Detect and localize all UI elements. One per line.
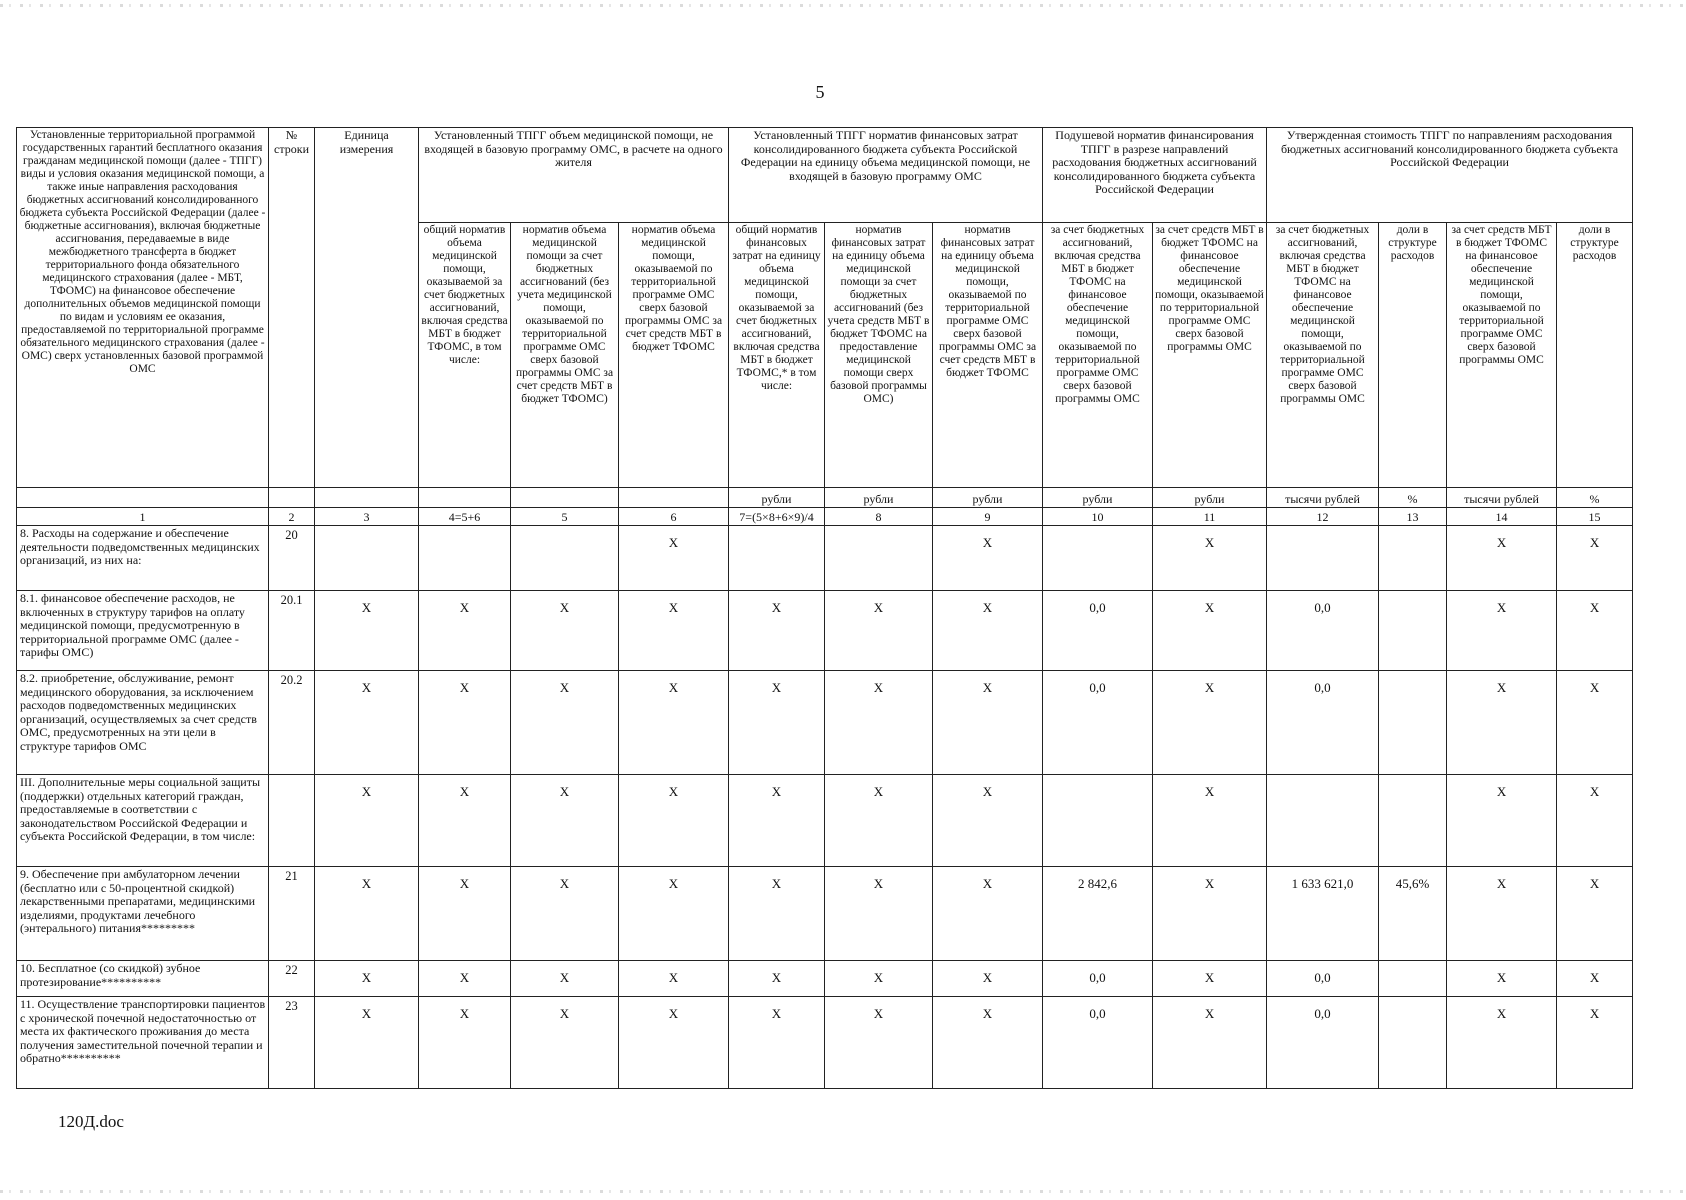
table-row [17, 526, 1633, 591]
value-cell [315, 526, 419, 591]
table-row [17, 867, 1633, 961]
value-cell [1379, 671, 1447, 775]
column-number: 8 [825, 508, 933, 526]
column-number: 14 [1447, 508, 1557, 526]
value-cell: X [511, 867, 619, 961]
row-label: III. Дополнительные меры социальной защиты (поддержки) отдельных категорий граждан, предоставляемые в соответствии с законодательством Российской Федерации и субъекта Российской Федерации, в том числе: [17, 775, 269, 867]
value-cell: X [619, 526, 729, 591]
row-label: 10. Бесплатное (со скидкой) зубное протезирование********** [17, 961, 269, 997]
value-cell: X [419, 775, 511, 867]
value-cell: X [315, 671, 419, 775]
value-cell [1267, 526, 1379, 591]
value-cell: X [1447, 867, 1557, 961]
sub-header: общий норматив объема медицинской помощи, оказываемой за счет бюджетных ассигнований, включая средства МБТ в бюджет ТФОМС, в том числе: [419, 223, 511, 488]
value-cell: X [1447, 961, 1557, 997]
sub-header: норматив финансовых затрат на единицу объема медицинской помощи за счет бюджетных ассигнований (без учета средств МБТ в бюджет ТФОМС на предоставление медицинской помощи сверх базовой программы ОМС) [825, 223, 933, 488]
value-cell: X [729, 997, 825, 1089]
column-number: 11 [1153, 508, 1267, 526]
value-cell: X [1153, 867, 1267, 961]
scan-artifact-bottom [0, 1190, 1686, 1193]
unit-cell: рубли [825, 488, 933, 508]
table-row [17, 591, 1633, 671]
value-cell [419, 526, 511, 591]
value-cell: X [933, 867, 1043, 961]
value-cell: X [825, 961, 933, 997]
column-number: 4=5+6 [419, 508, 511, 526]
value-cell: 0,0 [1267, 591, 1379, 671]
value-cell: 45,6% [1379, 867, 1447, 961]
value-cell: X [315, 961, 419, 997]
value-cell: X [1153, 526, 1267, 591]
value-cell [1043, 775, 1153, 867]
column-number: 6 [619, 508, 729, 526]
value-cell: X [511, 591, 619, 671]
value-cell: X [315, 997, 419, 1089]
value-cell: X [619, 775, 729, 867]
value-cell: X [825, 867, 933, 961]
sub-header: за счет средств МБТ в бюджет ТФОМС на финансовое обеспечение медицинской помощи, оказываемой по территориальной программе ОМС сверх базовой программы ОМС [1153, 223, 1267, 488]
value-cell: X [1557, 997, 1633, 1089]
value-cell: X [511, 997, 619, 1089]
value-cell [1379, 526, 1447, 591]
value-cell: X [1447, 997, 1557, 1089]
row-number: 22 [269, 961, 315, 997]
value-cell: 0,0 [1043, 591, 1153, 671]
value-cell: 0,0 [1043, 671, 1153, 775]
sub-header: норматив объема медицинской помощи за счет бюджетных ассигнований (без учета медицинской помощи, оказываемой по территориальной программе ОМС сверх базовой программы ОМС за счет средств МБТ в бюджет ТФОМС) [511, 223, 619, 488]
row-label: 9. Обеспечение при амбулаторном лечении (бесплатно или с 50-процентной скидкой) лекарственными препаратами, медицинскими изделиями, продуктами лечебного (энтерального) питания********* [17, 867, 269, 961]
column-number: 7=(5×8+6×9)/4 [729, 508, 825, 526]
value-cell: X [619, 671, 729, 775]
value-cell: X [619, 867, 729, 961]
column-number: 12 [1267, 508, 1379, 526]
value-cell: X [419, 591, 511, 671]
sub-header: норматив объема медицинской помощи, оказываемой по территориальной программе ОМС сверх базовой программы ОМС за счет средств МБТ в бюджет ТФОМС [619, 223, 729, 488]
column-number: 10 [1043, 508, 1153, 526]
unit-cell [315, 488, 419, 508]
value-cell: X [729, 591, 825, 671]
value-cell: 0,0 [1043, 961, 1153, 997]
row-number: 21 [269, 867, 315, 961]
value-cell: X [1153, 671, 1267, 775]
row-label: 8. Расходы на содержание и обеспечение деятельности подведомственных медицинских организаций, из них на: [17, 526, 269, 591]
sub-header: за счет средств МБТ в бюджет ТФОМС на финансовое обеспечение медицинской помощи, оказываемой по территориальной программе ОМС сверх базовой программы ОМС [1447, 223, 1557, 488]
value-cell: X [825, 591, 933, 671]
unit-cell [17, 488, 269, 508]
document-filename: 120Д.doc [58, 1112, 124, 1131]
column-number: 15 [1557, 508, 1633, 526]
table-row [17, 775, 1633, 867]
value-cell: 0,0 [1267, 671, 1379, 775]
value-cell [1379, 997, 1447, 1089]
table-row [17, 997, 1633, 1089]
value-cell: X [1557, 591, 1633, 671]
sub-header: за счет бюджетных ассигнований, включая средства МБТ в бюджет ТФОМС на финансовое обеспечение медицинской помощи, оказываемой по территориальной программе ОМС сверх базовой программы ОМС [1043, 223, 1153, 488]
row-number [269, 775, 315, 867]
value-cell: X [933, 526, 1043, 591]
value-cell: X [315, 867, 419, 961]
col1-header: Установленные территориальной программой государственных гарантий бесплатного оказания гражданам медицинской помощи (далее - ТПГГ) виды и условия оказания медицинской помощи, а также иные направления расходования бюджетных ассигнований консолидированного бюджета субъекта Российской Федерации (далее - бюджетные ассигнования), включая бюджетные ассигнования, передаваемые в виде межбюджетного трансферта в бюджет территориального фонда обязательного медицинского страхования (далее - МБТ, ТФОМС) на финансовое обеспечение дополнительных объемов медицинской помощи по видам и условиям ее оказания, предоставляемой по территориальной программе обязательного медицинского страхования (далее - ОМС) сверх установленных базовой программой ОМС [17, 128, 269, 488]
value-cell: X [825, 671, 933, 775]
value-cell: 1 633 621,0 [1267, 867, 1379, 961]
value-cell: X [1447, 526, 1557, 591]
value-cell: 0,0 [1267, 961, 1379, 997]
value-cell: X [729, 961, 825, 997]
budget-table [16, 127, 1633, 1089]
value-cell: X [1557, 526, 1633, 591]
unit-cell [511, 488, 619, 508]
unit-cell: тысячи рублей [1447, 488, 1557, 508]
value-cell: X [1153, 997, 1267, 1089]
value-cell: X [315, 591, 419, 671]
unit-cell: рубли [1153, 488, 1267, 508]
row-label: 8.2. приобретение, обслуживание, ремонт медицинского оборудования, за исключением расходов подведомственных медицинских организаций, осуществляемых за счет средств ОМС, предусмотренных на эти цели в структуре тарифов ОМС [17, 671, 269, 775]
sub-header: за счет бюджетных ассигнований, включая средства МБТ в бюджет ТФОМС на финансовое обеспечение медицинской помощи, оказываемой по территориальной программе ОМС сверх базовой программы ОМС [1267, 223, 1379, 488]
row-label: 11. Осуществление транспортировки пациентов с хронической почечной недостаточностью от места их фактического проживания до места получения заместительной почечной терапии и обратно********** [17, 997, 269, 1089]
value-cell: 2 842,6 [1043, 867, 1153, 961]
value-cell: 0,0 [1043, 997, 1153, 1089]
header-row-groups [17, 128, 1633, 223]
value-cell: X [511, 775, 619, 867]
value-cell [1267, 775, 1379, 867]
group-norm-header: Установленный ТПГГ норматив финансовых затрат консолидированного бюджета субъекта Российской Федерации на единицу объема медицинской помощи, не входящей в базовую программу ОМС [729, 128, 1043, 223]
col2-header: № строки [269, 128, 315, 488]
sub-header: норматив финансовых затрат на единицу объема медицинской помощи, оказываемой по территориальной программе ОМС сверх базовой программы ОМС за счет средств МБТ в бюджет ТФОМС [933, 223, 1043, 488]
value-cell: X [419, 961, 511, 997]
value-cell [1379, 591, 1447, 671]
unit-cell: % [1557, 488, 1633, 508]
unit-cell [619, 488, 729, 508]
value-cell: X [619, 997, 729, 1089]
row-number: 20 [269, 526, 315, 591]
value-cell: 0,0 [1267, 997, 1379, 1089]
row-number: 20.2 [269, 671, 315, 775]
value-cell: X [619, 591, 729, 671]
column-number: 1 [17, 508, 269, 526]
value-cell [729, 526, 825, 591]
row-number: 20.1 [269, 591, 315, 671]
value-cell: X [729, 775, 825, 867]
value-cell: X [933, 961, 1043, 997]
value-cell: X [729, 671, 825, 775]
value-cell: X [1153, 961, 1267, 997]
unit-cell [419, 488, 511, 508]
column-numbers-row [17, 508, 1633, 526]
value-cell: X [1557, 671, 1633, 775]
value-cell: X [315, 775, 419, 867]
unit-cell: рубли [933, 488, 1043, 508]
unit-cell [269, 488, 315, 508]
value-cell: X [1447, 671, 1557, 775]
value-cell: X [933, 997, 1043, 1089]
table-body [17, 526, 1633, 1089]
value-cell: X [419, 997, 511, 1089]
value-cell: X [1447, 775, 1557, 867]
value-cell [1379, 775, 1447, 867]
sub-header: общий норматив финансовых затрат на единицу объема медицинской помощи, оказываемой за счет бюджетных ассигнований, включая средства МБТ в бюджет ТФОМС,* в том числе: [729, 223, 825, 488]
table-row [17, 671, 1633, 775]
value-cell: X [825, 997, 933, 1089]
units-row [17, 488, 1633, 508]
value-cell [511, 526, 619, 591]
value-cell: X [1153, 775, 1267, 867]
group-volume-header: Установленный ТПГГ объем медицинской помощи, не входящей в базовую программу ОМС, в расчете на одного жителя [419, 128, 729, 223]
value-cell: X [933, 671, 1043, 775]
value-cell: X [729, 867, 825, 961]
value-cell: X [419, 867, 511, 961]
unit-cell: % [1379, 488, 1447, 508]
sub-header: доли в структуре расходов [1379, 223, 1447, 488]
value-cell: X [511, 671, 619, 775]
group-percapita-header: Подушевой норматив финансирования ТПГГ в разрезе направлений расходования бюджетных ассигнований консолидированного бюджета субъекта Российской Федерации [1043, 128, 1267, 223]
value-cell: X [933, 775, 1043, 867]
value-cell [1043, 526, 1153, 591]
value-cell: X [1557, 775, 1633, 867]
value-cell: X [419, 671, 511, 775]
table-container [16, 127, 1633, 1089]
value-cell [825, 526, 933, 591]
row-label: 8.1. финансовое обеспечение расходов, не включенных в структуру тарифов на оплату медицинской помощи, предусмотренную в территориальной программе ОМС (далее - тарифы ОМС) [17, 591, 269, 671]
column-number: 3 [315, 508, 419, 526]
value-cell: X [1557, 961, 1633, 997]
sub-header: доли в структуре расходов [1557, 223, 1633, 488]
value-cell: X [825, 775, 933, 867]
value-cell: X [619, 961, 729, 997]
table-row [17, 961, 1633, 997]
group-cost-header: Утвержденная стоимость ТПГГ по направлениям расходования бюджетных ассигнований консолидированного бюджета субъекта Российской Федерации [1267, 128, 1633, 223]
column-number: 5 [511, 508, 619, 526]
value-cell: X [933, 591, 1043, 671]
row-number: 23 [269, 997, 315, 1089]
value-cell: X [1447, 591, 1557, 671]
value-cell: X [511, 961, 619, 997]
value-cell: X [1153, 591, 1267, 671]
scan-artifact-top [0, 4, 1686, 7]
column-number: 13 [1379, 508, 1447, 526]
unit-cell: рубли [729, 488, 825, 508]
value-cell [1379, 961, 1447, 997]
unit-cell: тысячи рублей [1267, 488, 1379, 508]
column-number: 2 [269, 508, 315, 526]
value-cell: X [1557, 867, 1633, 961]
unit-cell: рубли [1043, 488, 1153, 508]
page-number: 5 [815, 82, 825, 102]
column-number: 9 [933, 508, 1043, 526]
col3-header: Единица измерения [315, 128, 419, 488]
